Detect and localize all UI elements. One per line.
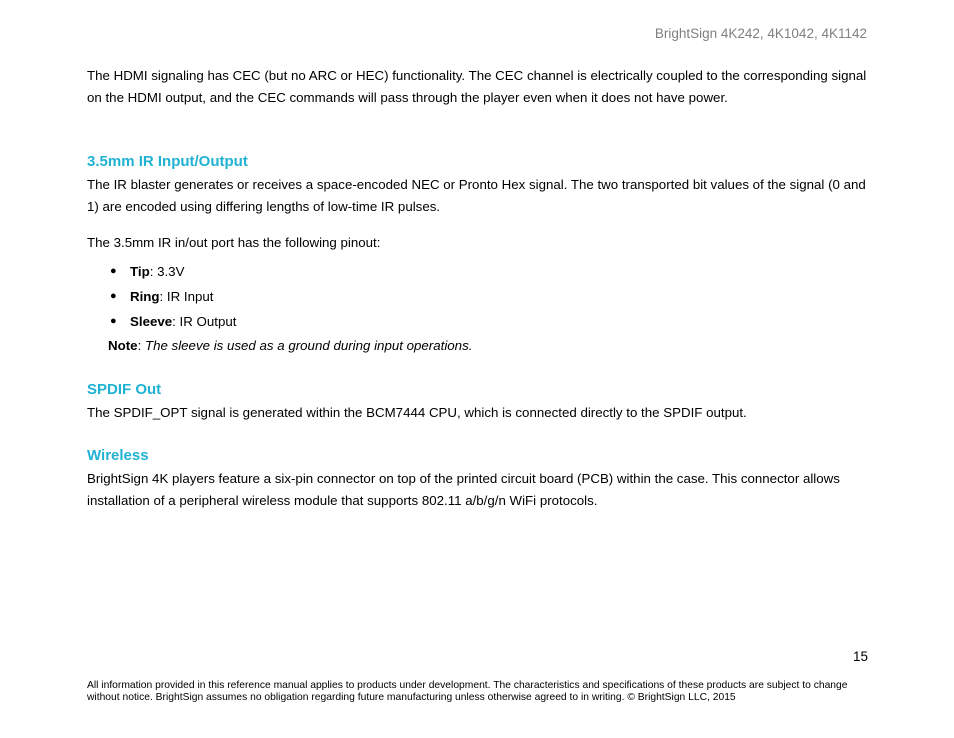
pin-value: : 3.3V: [149, 264, 185, 279]
hdmi-cec-paragraph: The HDMI signaling has CEC (but no ARC or HEC) functionality. The CEC channel is electrically coupled to the corresponding signal on the HDMI output, and the CEC commands will pass through the player even when it does not have power.: [87, 68, 867, 105]
ir-pinout-list: [110, 259, 236, 334]
pin-value: : IR Output: [172, 314, 237, 329]
footer-disclaimer: All information provided in this reference manual applies to products under development. The characteristics and specifications of these products are subject to change without notice. BrightSign assumes no obligation regarding future manufacturing unless otherwise agreed to in writing. © BrightSign LLC, 2015: [87, 680, 848, 704]
bullet-icon: ●: [110, 315, 117, 327]
list-item: [110, 309, 236, 334]
list-item: [110, 259, 236, 284]
document-header-title: BrightSign 4K242, 4K1042, 4K1142: [654, 26, 867, 41]
ir-description-paragraph: The IR blaster generates or receives a space-encoded NEC or Pronto Hex signal. The two transported bit values of the signal (0 and 1) are encoded using differing lengths of low-time IR pulses.: [87, 177, 866, 214]
pin-value: : IR Input: [159, 289, 214, 304]
wireless-paragraph: BrightSign 4K players feature a six-pin connector on top of the printed circuit board (PCB) within the case. This connector allows installation of a peripheral wireless module that supports 802.11 a/b/g/n WiFi protocols.: [87, 471, 840, 508]
page-number: 15: [852, 649, 868, 664]
pin-label: Ring: [130, 289, 160, 304]
wireless-section-heading: Wireless: [87, 447, 149, 464]
list-item: [110, 284, 236, 309]
bullet-icon: ●: [110, 265, 117, 277]
ir-pinout-intro: The 3.5mm IR in/out port has the following pinout:: [87, 235, 381, 250]
pin-label: Sleeve: [130, 314, 173, 329]
ir-section-heading: 3.5mm IR Input/Output: [87, 153, 248, 170]
pin-label: Tip: [130, 264, 150, 279]
bullet-icon: ●: [110, 290, 117, 302]
note-label: Note: [108, 338, 138, 353]
note-text: The sleeve is used as a ground during input operations.: [144, 338, 473, 353]
ir-note: [108, 338, 472, 353]
spdif-section-heading: SPDIF Out: [87, 381, 162, 398]
spdif-paragraph: The SPDIF_OPT signal is generated within the BCM7444 CPU, which is connected directly to the SPDIF output.: [87, 405, 747, 420]
note-separator: :: [137, 338, 145, 353]
